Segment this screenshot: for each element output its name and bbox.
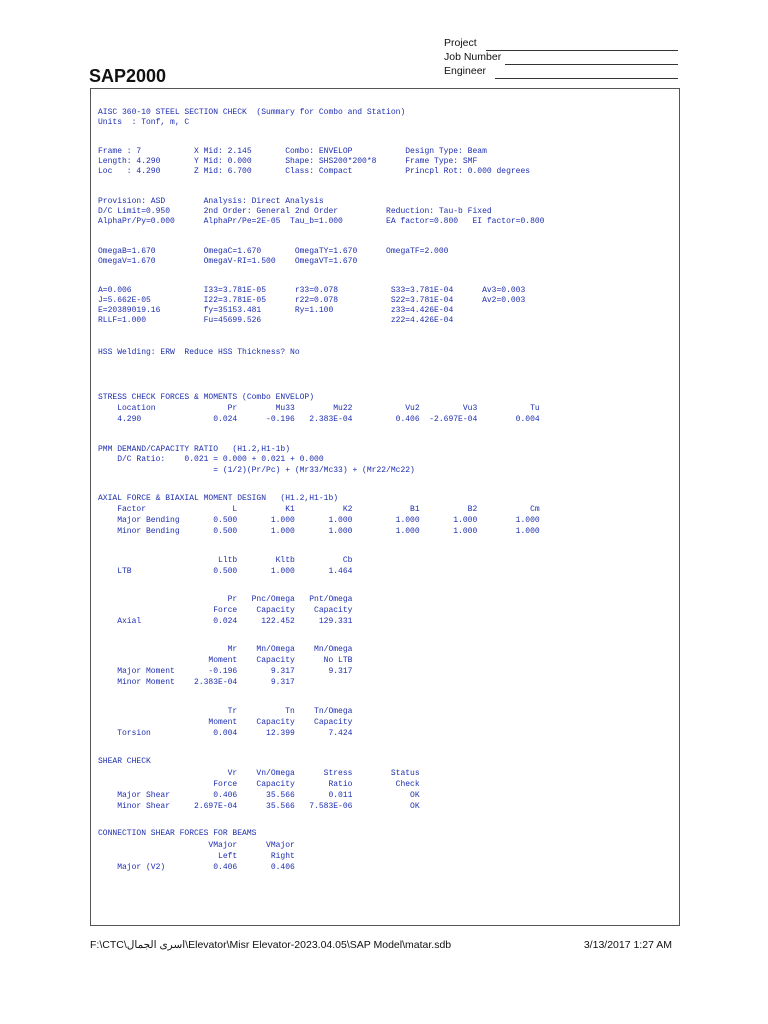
axial-header-row: Force Capacity Capacity (98, 606, 353, 615)
pmm-ratio-line: D/C Ratio: 0.021 = 0.000 + 0.021 + 0.000 (98, 455, 324, 464)
provision-line: AlphaPr/Py=0.000 AlphaPr/Pe=2E-05 Tau_b=1.000 EA factor=0.800 EI factor=0.800 (98, 217, 545, 226)
ltb-row: LTB 0.500 1.000 1.464 (98, 567, 353, 576)
provision-line: D/C Limit=0.950 2nd Order: General 2nd Order Reduction: Tau-b Fixed (98, 207, 492, 216)
shear-row: Major Shear 0.406 35.566 0.011 OK (98, 791, 420, 800)
frame-info-line: Frame : 7 X Mid: 2.145 Combo: ENVELOP Design Type: Beam (98, 147, 487, 156)
factor-header-row: Factor L K1 K2 B1 B2 Cm (98, 505, 540, 514)
pmm-ratio-line: = (1/2)(Pr/Pc) + (Mr33/Mc33) + (Mr22/Mc22) (98, 466, 415, 475)
moment-header-row: Mr Mn/Omega Mn/Omega (98, 645, 353, 654)
axial-moment-heading: AXIAL FORCE & BIAXIAL MOMENT DESIGN (H1.2,H1-1b) (98, 494, 339, 503)
report-title-line: AISC 360-10 STEEL SECTION CHECK (Summary for Combo and Station) (98, 108, 406, 117)
project-label: Project (444, 37, 477, 49)
shear-check-heading: SHEAR CHECK (98, 757, 151, 766)
job-number-field-line (505, 64, 678, 65)
section-property-line: E=20389019.16 fy=35153.481 Ry=1.100 z33=4.426E-04 (98, 306, 454, 315)
project-field-line (486, 50, 678, 51)
hss-welding-line: HSS Welding: ERW Reduce HSS Thickness? No (98, 348, 300, 357)
engineer-label: Engineer (444, 65, 487, 77)
omega-line: OmegaB=1.670 OmegaC=1.670 OmegaTY=1.670 OmegaTF=2.000 (98, 247, 449, 256)
app-title: SAP2000 (89, 66, 167, 86)
section-property-line: J=5.662E-05 I22=3.781E-05 r22=0.078 S22=3.781E-04 Av2=0.003 (98, 296, 526, 305)
connection-shear-heading: CONNECTION SHEAR FORCES FOR BEAMS (98, 829, 257, 838)
section-property-line: A=0.006 I33=3.781E-05 r33=0.078 S33=3.781E-04 Av3=0.003 (98, 286, 526, 295)
stress-check-header-row: Location Pr Mu33 Mu22 Vu2 Vu3 Tu (98, 404, 540, 413)
torsion-header-row: Moment Capacity Capacity (98, 718, 353, 727)
section-property-line: RLLF=1.000 Fu=45699.526 z22=4.426E-04 (98, 316, 454, 325)
pmm-ratio-heading: PMM DEMAND/CAPACITY RATIO (H1.2,H1-1b) (98, 445, 291, 454)
frame-info-line: Loc : 4.290 Z Mid: 6.700 Class: Compact Princpl Rot: 0.000 degrees (98, 167, 531, 176)
job-number-label: Job Number (444, 51, 502, 63)
factor-row: Major Bending 0.500 1.000 1.000 1.000 1.000 1.000 (98, 516, 540, 525)
moment-header-row: Moment Capacity No LTB (98, 656, 353, 665)
connection-header-row: Left Right (98, 852, 295, 861)
stress-check-value-row: 4.290 0.024 -0.196 2.383E-04 0.406 -2.697E-04 0.004 (98, 415, 540, 424)
shear-row: Minor Shear 2.697E-04 35.566 7.583E-06 OK (98, 802, 420, 811)
engineer-field-line (495, 78, 678, 79)
connection-row: Major (V2) 0.406 0.406 (98, 863, 295, 872)
provision-line: Provision: ASD Analysis: Direct Analysis (98, 197, 324, 206)
omega-line: OmegaV=1.670 OmegaV-RI=1.500 OmegaVT=1.670 (98, 257, 358, 266)
stress-check-heading: STRESS CHECK FORCES & MOMENTS (Combo ENVELOP) (98, 393, 315, 402)
axial-row: Axial 0.024 122.452 129.331 (98, 617, 353, 626)
file-path: F:\CTC\اسرى الجمال\Elevator\Misr Elevator-2023.04.05\SAP Model\matar.sdb (90, 939, 452, 951)
shear-header-row: Vr Vn/Omega Stress Status (98, 769, 420, 778)
ltb-header-row: Lltb Kltb Cb (98, 556, 353, 565)
axial-header-row: Pr Pnc/Omega Pnt/Omega (98, 595, 353, 604)
factor-row: Minor Bending 0.500 1.000 1.000 1.000 1.000 1.000 (98, 527, 540, 536)
moment-row: Minor Moment 2.383E-04 9.317 (98, 678, 295, 687)
moment-row: Major Moment -0.196 9.317 9.317 (98, 667, 353, 676)
shear-header-row: Force Capacity Ratio Check (98, 780, 420, 789)
connection-header-row: VMajor VMajor (98, 841, 295, 850)
torsion-header-row: Tr Tn Tn/Omega (98, 707, 353, 716)
torsion-row: Torsion 0.004 12.399 7.424 (98, 729, 353, 738)
frame-info-line: Length: 4.290 Y Mid: 0.000 Shape: SHS200*200*8 Frame Type: SMF (98, 157, 478, 166)
print-datetime: 3/13/2017 1:27 AM (583, 939, 672, 951)
report-units-line: Units : Tonf, m, C (98, 118, 190, 127)
